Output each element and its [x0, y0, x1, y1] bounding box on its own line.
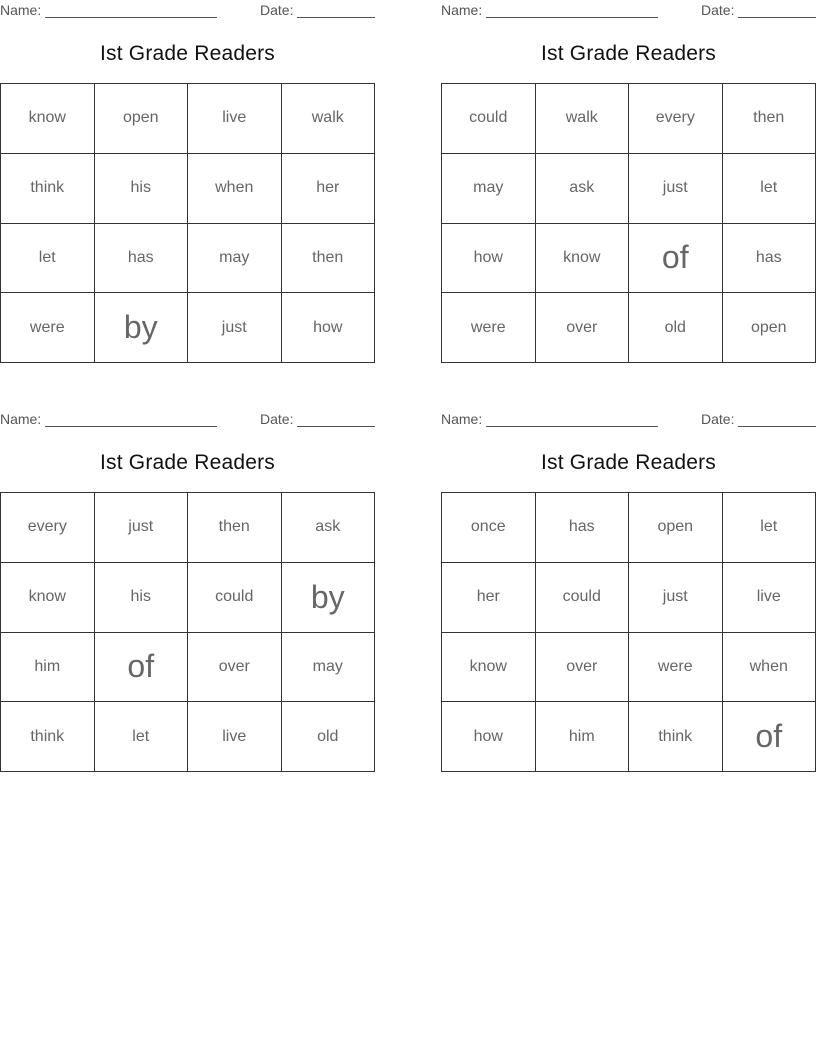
bingo-cell[interactable]: her: [442, 563, 536, 633]
bingo-cell[interactable]: were: [1, 293, 95, 363]
date-label: Date:: [260, 2, 294, 18]
bingo-cell[interactable]: know: [536, 224, 630, 294]
bingo-cell[interactable]: live: [723, 563, 816, 633]
bingo-cell[interactable]: may: [282, 633, 376, 703]
bingo-grid: [441, 83, 816, 363]
bingo-cell[interactable]: of: [95, 633, 189, 703]
bingo-cell[interactable]: by: [282, 563, 376, 633]
bingo-cell[interactable]: live: [188, 84, 282, 154]
bingo-cell[interactable]: were: [629, 633, 723, 703]
card-header: [441, 2, 816, 20]
bingo-cell[interactable]: over: [188, 633, 282, 703]
card-header: [0, 411, 375, 429]
bingo-card: [0, 0, 375, 370]
bingo-cell[interactable]: could: [188, 563, 282, 633]
name-blank-line[interactable]: [45, 426, 217, 427]
bingo-cell[interactable]: open: [723, 293, 816, 363]
bingo-cell[interactable]: let: [723, 493, 816, 563]
bingo-cell[interactable]: when: [723, 633, 816, 703]
bingo-cell[interactable]: ask: [282, 493, 376, 563]
bingo-card: [441, 409, 816, 779]
card-title: Ist Grade Readers: [100, 451, 275, 474]
bingo-cell[interactable]: then: [282, 224, 376, 294]
bingo-cell[interactable]: may: [442, 154, 536, 224]
name-label: Name:: [441, 2, 483, 18]
bingo-cell[interactable]: when: [188, 154, 282, 224]
name-label: Name:: [0, 411, 42, 427]
bingo-cell[interactable]: know: [442, 633, 536, 703]
bingo-cell[interactable]: were: [442, 293, 536, 363]
bingo-cell[interactable]: just: [188, 293, 282, 363]
bingo-cell[interactable]: walk: [282, 84, 376, 154]
bingo-cell[interactable]: open: [95, 84, 189, 154]
date-label: Date:: [260, 411, 294, 427]
bingo-grid: [0, 492, 375, 772]
bingo-cell[interactable]: live: [188, 702, 282, 772]
date-label: Date:: [701, 411, 735, 427]
card-header: [441, 411, 816, 429]
name-blank-line[interactable]: [486, 17, 658, 18]
date-label: Date:: [701, 2, 735, 18]
bingo-card: [0, 409, 375, 779]
card-title: Ist Grade Readers: [100, 42, 275, 65]
bingo-cell[interactable]: then: [188, 493, 282, 563]
bingo-cell[interactable]: her: [282, 154, 376, 224]
bingo-cell[interactable]: how: [282, 293, 376, 363]
date-blank-line[interactable]: [297, 17, 375, 18]
bingo-cell[interactable]: has: [95, 224, 189, 294]
bingo-cell[interactable]: his: [95, 154, 189, 224]
bingo-cell[interactable]: every: [1, 493, 95, 563]
bingo-cell[interactable]: then: [723, 84, 816, 154]
name-label: Name:: [441, 411, 483, 427]
card-title: Ist Grade Readers: [541, 42, 716, 65]
bingo-grid: [0, 83, 375, 363]
bingo-cell[interactable]: know: [1, 563, 95, 633]
bingo-cell[interactable]: by: [95, 293, 189, 363]
bingo-cell[interactable]: let: [1, 224, 95, 294]
name-blank-line[interactable]: [45, 17, 217, 18]
bingo-cell[interactable]: every: [629, 84, 723, 154]
bingo-card: [441, 0, 816, 370]
bingo-cell[interactable]: his: [95, 563, 189, 633]
bingo-cell[interactable]: of: [629, 224, 723, 294]
bingo-cell[interactable]: of: [723, 702, 816, 772]
name-label: Name:: [0, 2, 42, 18]
bingo-cell[interactable]: old: [629, 293, 723, 363]
bingo-cell[interactable]: over: [536, 633, 630, 703]
bingo-cell[interactable]: may: [188, 224, 282, 294]
date-blank-line[interactable]: [738, 426, 816, 427]
bingo-cell[interactable]: over: [536, 293, 630, 363]
bingo-cell[interactable]: ask: [536, 154, 630, 224]
bingo-cell[interactable]: has: [536, 493, 630, 563]
bingo-cell[interactable]: once: [442, 493, 536, 563]
card-header: [0, 2, 375, 20]
bingo-cell[interactable]: think: [1, 702, 95, 772]
bingo-cell[interactable]: just: [95, 493, 189, 563]
bingo-cell[interactable]: old: [282, 702, 376, 772]
bingo-cell[interactable]: could: [442, 84, 536, 154]
bingo-cell[interactable]: could: [536, 563, 630, 633]
bingo-cell[interactable]: open: [629, 493, 723, 563]
bingo-cell[interactable]: just: [629, 154, 723, 224]
bingo-cell[interactable]: think: [1, 154, 95, 224]
bingo-cell[interactable]: let: [723, 154, 816, 224]
bingo-grid: [441, 492, 816, 772]
bingo-cell[interactable]: walk: [536, 84, 630, 154]
bingo-cell[interactable]: him: [536, 702, 630, 772]
date-blank-line[interactable]: [297, 426, 375, 427]
bingo-cell[interactable]: him: [1, 633, 95, 703]
date-blank-line[interactable]: [738, 17, 816, 18]
bingo-cell[interactable]: think: [629, 702, 723, 772]
bingo-cell[interactable]: has: [723, 224, 816, 294]
bingo-cell[interactable]: how: [442, 702, 536, 772]
bingo-cell[interactable]: know: [1, 84, 95, 154]
bingo-cell[interactable]: just: [629, 563, 723, 633]
card-title: Ist Grade Readers: [541, 451, 716, 474]
bingo-cell[interactable]: let: [95, 702, 189, 772]
bingo-cell[interactable]: how: [442, 224, 536, 294]
name-blank-line[interactable]: [486, 426, 658, 427]
